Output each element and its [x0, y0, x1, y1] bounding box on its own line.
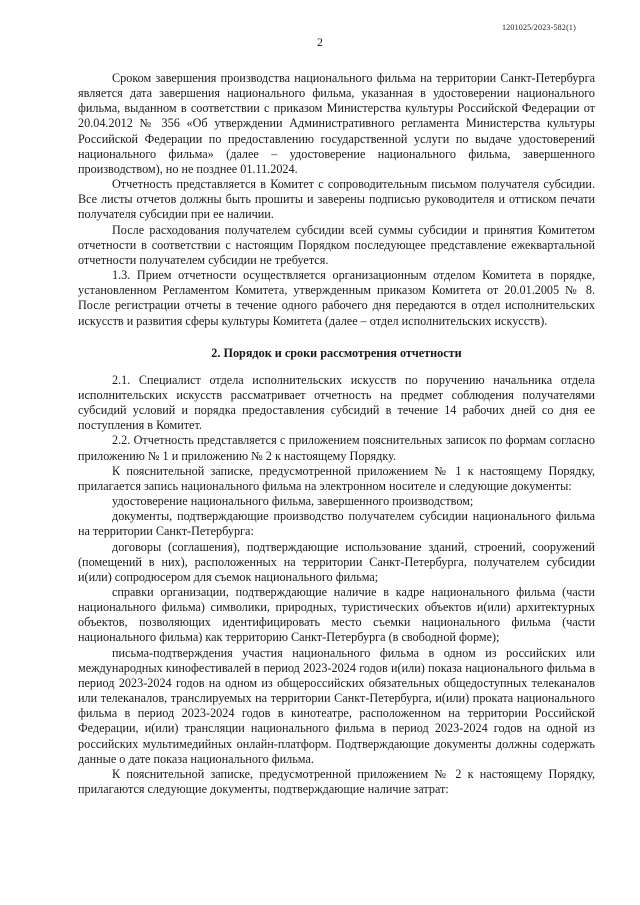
- paragraph-production-deadline: Сроком завершения производства национального фильма на территории Санкт-Петербурга является дата завершения национального фильма, указанная в удостоверении национального фильма, выданном в соответствии с приказом Министерства культуры Российской Федерации от 20.04.2012 № 356 «Об утверждении Административного регламента Министерства культуры Российской Федерации по предоставлению государственной услуги по выдаче удостоверений национального фильма» (далее – удостоверение национального фильма, завершенного производством), но не позднее 01.11.2024.: [78, 71, 595, 176]
- paragraph-appendix-1-intro: К пояснительной записке, предусмотренной приложением № 1 к настоящему Порядку, прилагается запись национального фильма на электронном носителе и следующие документы:: [78, 463, 595, 493]
- paragraph-2-1: 2.1. Специалист отдела исполнительских искусств по поручению начальника отдела исполнительских искусств рассматривает отчетность на предмет соблюдения получателями субсидий условий и порядка предоставления субсидий в течение 14 рабочих дней со дня ее поступления в Комитет.: [78, 372, 595, 433]
- list-item-contracts: договоры (соглашения), подтверждающие использование зданий, строений, сооружений (помещений в них), расположенных на территории Санкт-Петербурга, получателем субсидии и(или) сопродюсером для съемок национального фильма;: [78, 539, 595, 584]
- list-item-production-documents: документы, подтверждающие производство получателем субсидии национального фильма на территории Санкт-Петербурга:: [78, 509, 595, 539]
- paragraph-2-2: 2.2. Отчетность представляется с приложением пояснительных записок по формам согласно приложению № 1 и приложению № 2 к настоящему Порядку.: [78, 433, 595, 463]
- document-body: [78, 71, 595, 797]
- paragraph-1-3: 1.3. Прием отчетности осуществляется организационным отделом Комитета в порядке, установленном Регламентом Комитета, утвержденным приказом Комитета от 20.01.2005 № 8. После регистрации отчеты в течение одного рабочего дня передаются в отдел исполнительских искусств и развития сферы культуры Комитета (далее – отдел исполнительских искусств).: [78, 268, 595, 328]
- paragraph-no-further-reporting: После расходования получателем субсидии всей суммы субсидии и принятия Комитетом отчетности в соответствии с настоящим Порядком последующее представление ежеквартальной отчетности получателем субсидии не требуется.: [78, 222, 595, 267]
- page-number: 2: [317, 35, 323, 49]
- document-id: 1201025/2023-582(1): [501, 23, 576, 32]
- section-heading: 2. Порядок и сроки рассмотрения отчетности: [211, 345, 462, 360]
- paragraph-appendix-2-intro: К пояснительной записке, предусмотренной приложением № 2 к настоящему Порядку, прилагаются следующие документы, подтверждающие наличие затрат:: [78, 766, 595, 797]
- list-item-confirmation-letters: письма-подтверждения участия национального фильма в одном из российских или международных кинофестивалей в период 2023-2024 годов и(или) показа национального фильма в период 2023-2024 годов на одном из общероссийских обязательных общедоступных телеканалов или телеканалов, транслируемых на территории Санкт-Петербурга, и(или) проката национального фильма в период 2023-2024 годов в кинотеатре, расположенном на территории Российской Федерации, и(или) трансляции национального фильма в период 2023-2024 годов на одной из российских мультимедийных онлайн-платформ. Подтверждающие документы должны содержать данные о дате показа национального фильма.: [78, 645, 595, 766]
- paragraph-report-submission: Отчетность представляется в Комитет с сопроводительным письмом получателя субсидии. Все листы отчетов должны быть прошиты и заверены подписью руководителя и оттиском печати получателя субсидии при ее наличии.: [78, 177, 595, 222]
- list-item-certificates-symbolics: справки организации, подтверждающие наличие в кадре национального фильма (части национального фильма) символики, природных, туристических объектов и(или) архитектурных объектов, позволяющих идентифицировать место съемки национального фильма (части национального фильма) как территорию Санкт-Петербурга (в свободной форме);: [78, 585, 595, 645]
- list-item-certificate: удостоверение национального фильма, завершенного производством;: [112, 494, 474, 509]
